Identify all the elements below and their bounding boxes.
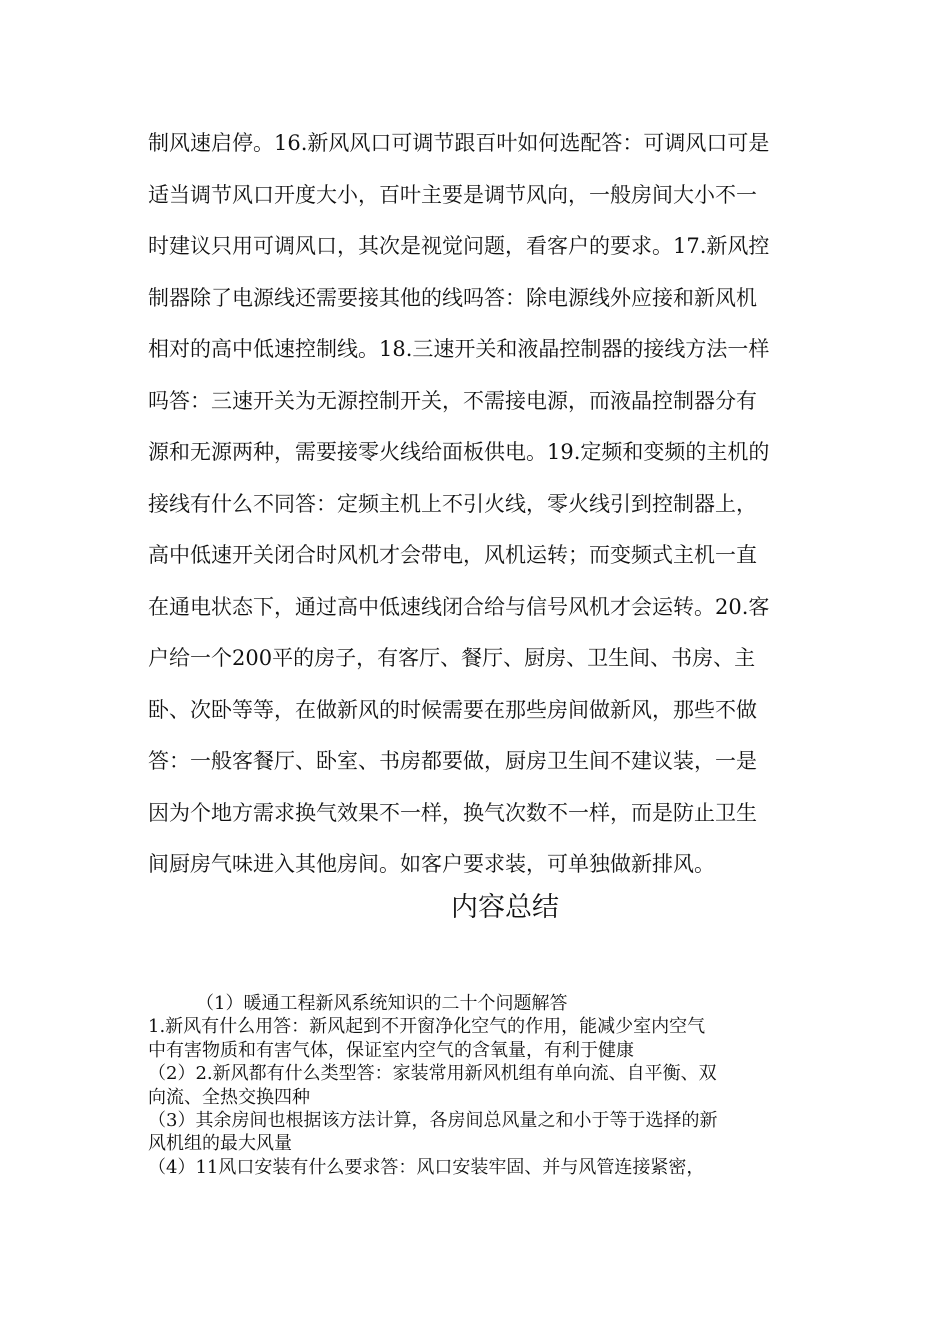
- summary-list: [148, 992, 808, 1179]
- body-line: 因为个地方需求换气效果不一样，换气次数不一样，而是防止卫生: [148, 800, 757, 825]
- body-line: 相对的高中低速控制线。18.三速开关和液晶控制器的接线方法一样: [148, 337, 770, 361]
- summary-line: 中有害物质和有害气体，保证室内空气的含氧量，有利于健康: [148, 1039, 634, 1061]
- body-line: 源和无源两种，需要接零火线给面板供电。19.定频和变频的主机的: [148, 440, 770, 464]
- body-line: 制风速启停。16.新风风口可调节跟百叶如何选配答：可调风口可是: [148, 131, 770, 155]
- body-line: 答：一般客餐厅、卧室、书房都要做，厨房卫生间不建议装，一是: [148, 749, 757, 773]
- summary-line: 风机组的最大风量: [148, 1133, 292, 1155]
- summary-line: （4）11风口安装有什么要求答：风口安装牢固、并与风管连接紧密，: [148, 1156, 705, 1178]
- body-line: 适当调节风口开度大小，百叶主要是调节风向，一般房间大小不一: [148, 182, 757, 207]
- summary-heading: 内容总结: [451, 892, 559, 923]
- body-line: 户给一个200平的房子，有客厅、餐厅、厨房、卫生间、书房、主: [148, 646, 756, 670]
- body-line: 高中低速开关闭合时风机才会带电，风机运转；而变频式主机一直: [148, 543, 757, 567]
- body-line: 在通电状态下，通过高中低速线闭合给与信号风机才会运转。20.客: [148, 594, 770, 619]
- body-line: 时建议只用可调风口，其次是视觉问题，看客户的要求。17.新风控: [148, 234, 770, 258]
- summary-line: （2）2.新风都有什么类型答：家装常用新风机组有单向流、自平衡、双: [148, 1063, 717, 1085]
- body-line: 间厨房气味进入其他房间。如客户要求装，可单独做新排风。: [148, 852, 715, 876]
- body-line: 卧、次卧等等，在做新风的时候需要在那些房间做新风，那些不做: [148, 697, 757, 722]
- body-line: 制器除了电源线还需要接其他的线吗答：除电源线外应接和新风机: [148, 285, 757, 310]
- summary-line: 向流、全热交换四种: [148, 1086, 310, 1108]
- body-paragraph: [148, 118, 808, 891]
- summary-line: （1）暖通工程新风系统知识的二十个问题解答: [196, 993, 568, 1014]
- body-line: 接线有什么不同答：定频主机上不引火线，零火线引到控制器上，: [148, 491, 757, 516]
- summary-line: 1.新风有什么用答：新风起到不开窗净化空气的作用，能减少室内空气: [148, 1016, 706, 1038]
- body-line: 吗答：三速开关为无源控制开关，不需接电源，而液晶控制器分有: [148, 388, 757, 413]
- summary-line: （3）其余房间也根据该方法计算，各房间总风量之和小于等于选择的新: [148, 1109, 718, 1131]
